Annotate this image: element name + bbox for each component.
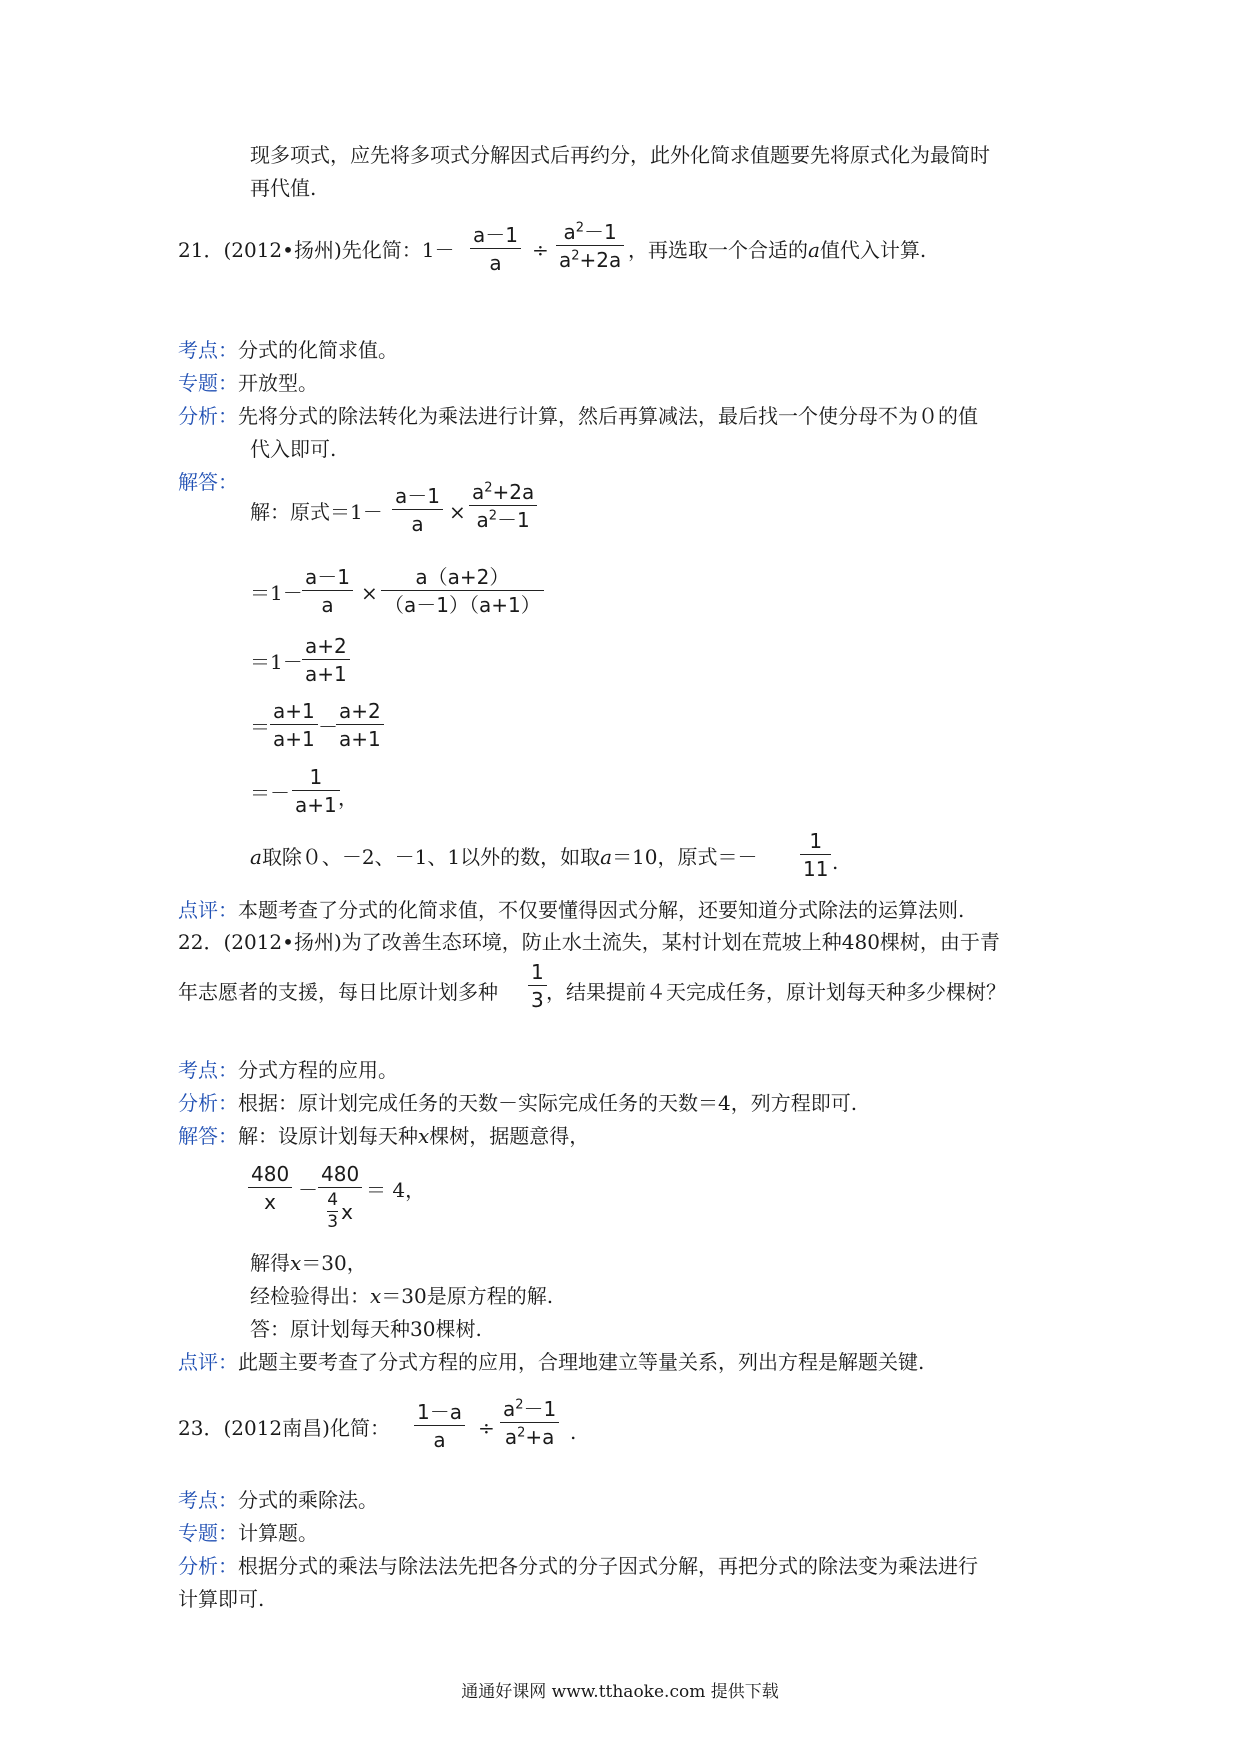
- a21-step4-fraction-2: a+2 a+1: [336, 701, 384, 749]
- a21-step5-fraction: 1 a+1: [292, 767, 340, 815]
- q21-fraction-2: $a^2-1$ $a^2+2a$: [556, 222, 624, 270]
- intro-line-1: 现多项式，应先将多项式分解因式后再约分，此外化简求值题要先将原式化为最简时: [250, 143, 990, 167]
- a21-fenxi-cont: 代入即可.: [250, 437, 337, 461]
- a21-step1-prefix: 解：原式＝1－: [250, 500, 383, 524]
- a23-kaodian: 考点：分式的乘除法。: [178, 1488, 378, 1512]
- q21-fraction-1: a－1 a: [470, 225, 521, 273]
- a22-kaodian: 考点：分式方程的应用。: [178, 1058, 398, 1082]
- q22-line-2a: 年志愿者的支援，每日比原计划多种: [178, 980, 498, 1004]
- a21-step2-fraction-2: a（a+2） （a－1）（a+1）: [381, 567, 544, 615]
- a21-fenxi: 分析：先将分式的除法转化为乘法进行计算，然后再算减法，最后找一个使分母不为０的值: [178, 404, 978, 428]
- a21-step5-prefix: ＝－: [250, 781, 290, 805]
- a21-step5-suffix: ，: [338, 786, 358, 810]
- q23-fraction-1: 1－a a: [414, 1402, 465, 1450]
- a21-step1-fraction-2: $a^2+2a$ $a^2-1$: [469, 482, 537, 530]
- a21-step3-fraction: a+2 a+1: [302, 636, 350, 684]
- a22-jieda: 解答：解：设原计划每天种x棵树，据题意得，: [178, 1124, 590, 1148]
- a21-step4-minus: －: [318, 715, 338, 739]
- a23-fenxi-cont: 计算即可.: [178, 1587, 265, 1611]
- q22-fraction: 1 3: [528, 962, 547, 1010]
- a21-dianping: 点评：本题考查了分式的化简求值，不仅要懂得因式分解，还要知道分式除法的运算法则.: [178, 898, 965, 922]
- a21-step2-prefix: ＝1－: [250, 581, 303, 605]
- a23-fenxi: 分析：根据分式的乘法与除法法先把各分式的分子因式分解，再把分式的除法变为乘法进行: [178, 1554, 978, 1578]
- a21-step2-fraction-1: a－1 a: [302, 567, 353, 615]
- a21-step2-times: ×: [361, 581, 378, 605]
- a21-step6-suffix: .: [832, 850, 839, 874]
- a22-eq-fraction-1: 480 x: [248, 1164, 292, 1212]
- q23-prefix: 23．(2012南昌)化简：: [178, 1416, 390, 1440]
- q22-line-2b: ，结果提前４天完成任务，原计划每天种多少棵树？: [546, 980, 1006, 1004]
- a22-solution-2: 经检验得出：x＝30是原方程的解.: [250, 1284, 554, 1308]
- a22-fenxi: 分析：根据：原计划完成任务的天数－实际完成任务的天数＝4，列方程即可.: [178, 1091, 858, 1115]
- a21-step1-times: ×: [449, 500, 466, 524]
- q23-fraction-2: $a^2-1$ $a^2+a$: [500, 1399, 559, 1447]
- a22-eq-rhs: ＝ 4，: [366, 1178, 426, 1202]
- a21-step1-fraction-1: a－1 a: [392, 486, 443, 534]
- a22-eq-fraction-2: 480 4 3 x: [318, 1164, 362, 1231]
- q21-divide-sign: ÷: [532, 238, 549, 262]
- q22-line-1: 22．(2012•扬州)为了改善生态环境，防止水土流失，某村计划在荒坡上种480棵树，由于青: [178, 930, 1000, 954]
- q21-suffix: ，再选取一个合适的a值代入计算.: [628, 238, 927, 262]
- a22-solution-3: 答：原计划每天种30棵树.: [250, 1317, 482, 1341]
- a23-zhuanti: 专题：计算题。: [178, 1521, 318, 1545]
- a21-step3-prefix: ＝1－: [250, 650, 303, 674]
- a21-zhuanti: 专题：开放型。: [178, 371, 318, 395]
- a21-step6-fraction: 1 11: [800, 831, 831, 879]
- q21-prefix: 21．(2012•扬州)先化简：1－: [178, 238, 455, 262]
- q23-suffix: .: [570, 1420, 577, 1444]
- a21-step4-fraction-1: a+1 a+1: [270, 701, 318, 749]
- page-footer: 通通好课网 www.tthaoke.com 提供下载: [461, 1682, 779, 1702]
- intro-line-2: 再代值.: [250, 176, 317, 200]
- a22-dianping: 点评：此题主要考查了分式方程的应用，合理地建立等量关系，列出方程是解题关键.: [178, 1350, 925, 1374]
- a21-step6-text: a取除０、－2、－1、1以外的数，如取a＝10，原式＝－: [250, 845, 758, 869]
- a22-solution-1: 解得x＝30，: [250, 1251, 367, 1275]
- q23-divide-sign: ÷: [478, 1416, 495, 1440]
- a21-step4-prefix: ＝: [250, 715, 270, 739]
- a21-kaodian: 考点：分式的化简求值。: [178, 338, 398, 362]
- a21-jieda-label: 解答：: [178, 470, 238, 494]
- a22-eq-minus: －: [298, 1178, 318, 1202]
